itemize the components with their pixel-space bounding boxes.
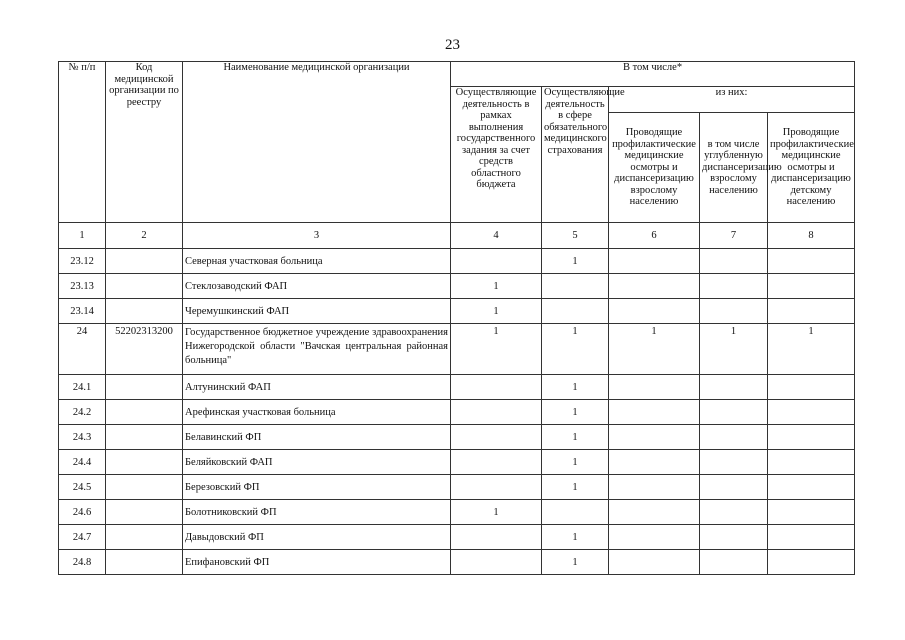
row-num: 24.1 <box>59 375 106 400</box>
row-col6 <box>609 450 700 475</box>
row-col7 <box>700 274 768 299</box>
row-col5: 1 <box>542 400 609 425</box>
row-col5: 1 <box>542 375 609 400</box>
row-col4: 1 <box>451 274 542 299</box>
row-col5: 1 <box>542 550 609 575</box>
row-col8 <box>768 450 855 475</box>
column-number: 8 <box>768 223 855 249</box>
row-col6 <box>609 299 700 324</box>
row-col5: 1 <box>542 525 609 550</box>
row-col6 <box>609 525 700 550</box>
row-col7 <box>700 550 768 575</box>
row-num: 24.2 <box>59 400 106 425</box>
row-col5 <box>542 274 609 299</box>
header-adult-prof: Проводящие профилактические медицинские осмотры и диспансеризацию взрослому населению <box>609 113 700 223</box>
row-code <box>106 400 183 425</box>
row-col5: 1 <box>542 475 609 500</box>
row-col8 <box>768 375 855 400</box>
table-row <box>59 525 855 550</box>
column-number: 1 <box>59 223 106 249</box>
row-code <box>106 249 183 274</box>
row-col8 <box>768 299 855 324</box>
row-num: 23.12 <box>59 249 106 274</box>
column-number: 6 <box>609 223 700 249</box>
row-col5: 1 <box>542 249 609 274</box>
row-num: 24.6 <box>59 500 106 525</box>
row-col6 <box>609 500 700 525</box>
table-row <box>59 375 855 400</box>
row-col5: 1 <box>542 450 609 475</box>
column-number: 5 <box>542 223 609 249</box>
row-name: Беляйковский ФАП <box>183 450 451 475</box>
row-col4 <box>451 550 542 575</box>
row-col5 <box>542 500 609 525</box>
row-name: Епифановский ФП <box>183 550 451 575</box>
row-col4 <box>451 375 542 400</box>
header-child-prof: Проводящие профилактические медицинские осмотры и диспансеризацию детскому населению <box>768 113 855 223</box>
row-col6 <box>609 550 700 575</box>
table-row <box>59 324 855 375</box>
table-row <box>59 249 855 274</box>
table-row <box>59 400 855 425</box>
medical-organizations-table <box>58 61 855 575</box>
row-col7 <box>700 375 768 400</box>
table-row <box>59 500 855 525</box>
row-num: 24.3 <box>59 425 106 450</box>
header-including: В том числе* <box>451 62 855 87</box>
row-col8 <box>768 475 855 500</box>
header-num: № п/п <box>59 62 106 223</box>
row-name: Стеклозаводский ФАП <box>183 274 451 299</box>
row-col7 <box>700 425 768 450</box>
row-col5 <box>542 299 609 324</box>
column-number: 4 <box>451 223 542 249</box>
column-number-row <box>59 223 855 249</box>
row-name: Березовский ФП <box>183 475 451 500</box>
table-row <box>59 475 855 500</box>
row-code <box>106 450 183 475</box>
header-deep-disp: в том числе углубленную диспансеризацию взрослому населению <box>700 113 768 223</box>
row-name: Болотниковский ФП <box>183 500 451 525</box>
row-col4 <box>451 450 542 475</box>
row-name: Давыдовский ФП <box>183 525 451 550</box>
row-col8 <box>768 550 855 575</box>
row-code <box>106 475 183 500</box>
row-col4 <box>451 525 542 550</box>
row-num: 24.5 <box>59 475 106 500</box>
row-num: 24 <box>59 324 106 375</box>
row-col6: 1 <box>609 324 700 375</box>
header-of-them: из них: <box>609 87 855 113</box>
row-col6 <box>609 249 700 274</box>
table-row <box>59 299 855 324</box>
column-number: 7 <box>700 223 768 249</box>
row-code <box>106 425 183 450</box>
row-col8 <box>768 425 855 450</box>
row-code <box>106 274 183 299</box>
row-col7 <box>700 475 768 500</box>
table-row <box>59 274 855 299</box>
row-num: 24.8 <box>59 550 106 575</box>
row-code: 52202313200 <box>106 324 183 375</box>
header-oms: Осуществляющие деятельность в сфере обязательного медицинского страхования <box>542 87 609 223</box>
row-code <box>106 299 183 324</box>
page-number: 23 <box>445 37 460 53</box>
table-row <box>59 425 855 450</box>
row-name: Алтунинский ФАП <box>183 375 451 400</box>
row-col4: 1 <box>451 324 542 375</box>
row-col6 <box>609 274 700 299</box>
row-col4 <box>451 249 542 274</box>
row-col8 <box>768 525 855 550</box>
row-col4 <box>451 475 542 500</box>
column-number: 2 <box>106 223 183 249</box>
row-name: Черемушкинский ФАП <box>183 299 451 324</box>
row-col8 <box>768 400 855 425</box>
header-name: Наименование медицинской организации <box>183 62 451 223</box>
row-code <box>106 375 183 400</box>
row-name: Северная участковая больница <box>183 249 451 274</box>
row-col8 <box>768 274 855 299</box>
row-col8: 1 <box>768 324 855 375</box>
row-num: 24.7 <box>59 525 106 550</box>
row-col7 <box>700 400 768 425</box>
row-col7 <box>700 500 768 525</box>
row-num: 23.13 <box>59 274 106 299</box>
row-col6 <box>609 400 700 425</box>
row-col4: 1 <box>451 299 542 324</box>
row-name: Государственное бюджетное учреждение здравоохранения Нижегородской области "Вачская центральная районная больница" <box>183 324 451 375</box>
row-col7 <box>700 450 768 475</box>
row-col7: 1 <box>700 324 768 375</box>
row-col8 <box>768 249 855 274</box>
table-row <box>59 450 855 475</box>
row-code <box>106 550 183 575</box>
row-col8 <box>768 500 855 525</box>
row-col5: 1 <box>542 324 609 375</box>
row-col7 <box>700 299 768 324</box>
table-row <box>59 550 855 575</box>
row-col6 <box>609 425 700 450</box>
row-num: 23.14 <box>59 299 106 324</box>
row-col4 <box>451 400 542 425</box>
row-col5: 1 <box>542 425 609 450</box>
row-col4: 1 <box>451 500 542 525</box>
header-budget: Осуществляющие деятельность в рамках выполнения государственного задания за счет средств областного бюджета <box>451 87 542 223</box>
header-code: Код медицинской организации по реестру <box>106 62 183 223</box>
row-code <box>106 500 183 525</box>
row-col7 <box>700 249 768 274</box>
row-col7 <box>700 525 768 550</box>
row-col6 <box>609 375 700 400</box>
row-name: Арефинская участковая больница <box>183 400 451 425</box>
column-number: 3 <box>183 223 451 249</box>
row-num: 24.4 <box>59 450 106 475</box>
row-code <box>106 525 183 550</box>
row-col6 <box>609 475 700 500</box>
row-col4 <box>451 425 542 450</box>
row-name: Белавинский ФП <box>183 425 451 450</box>
